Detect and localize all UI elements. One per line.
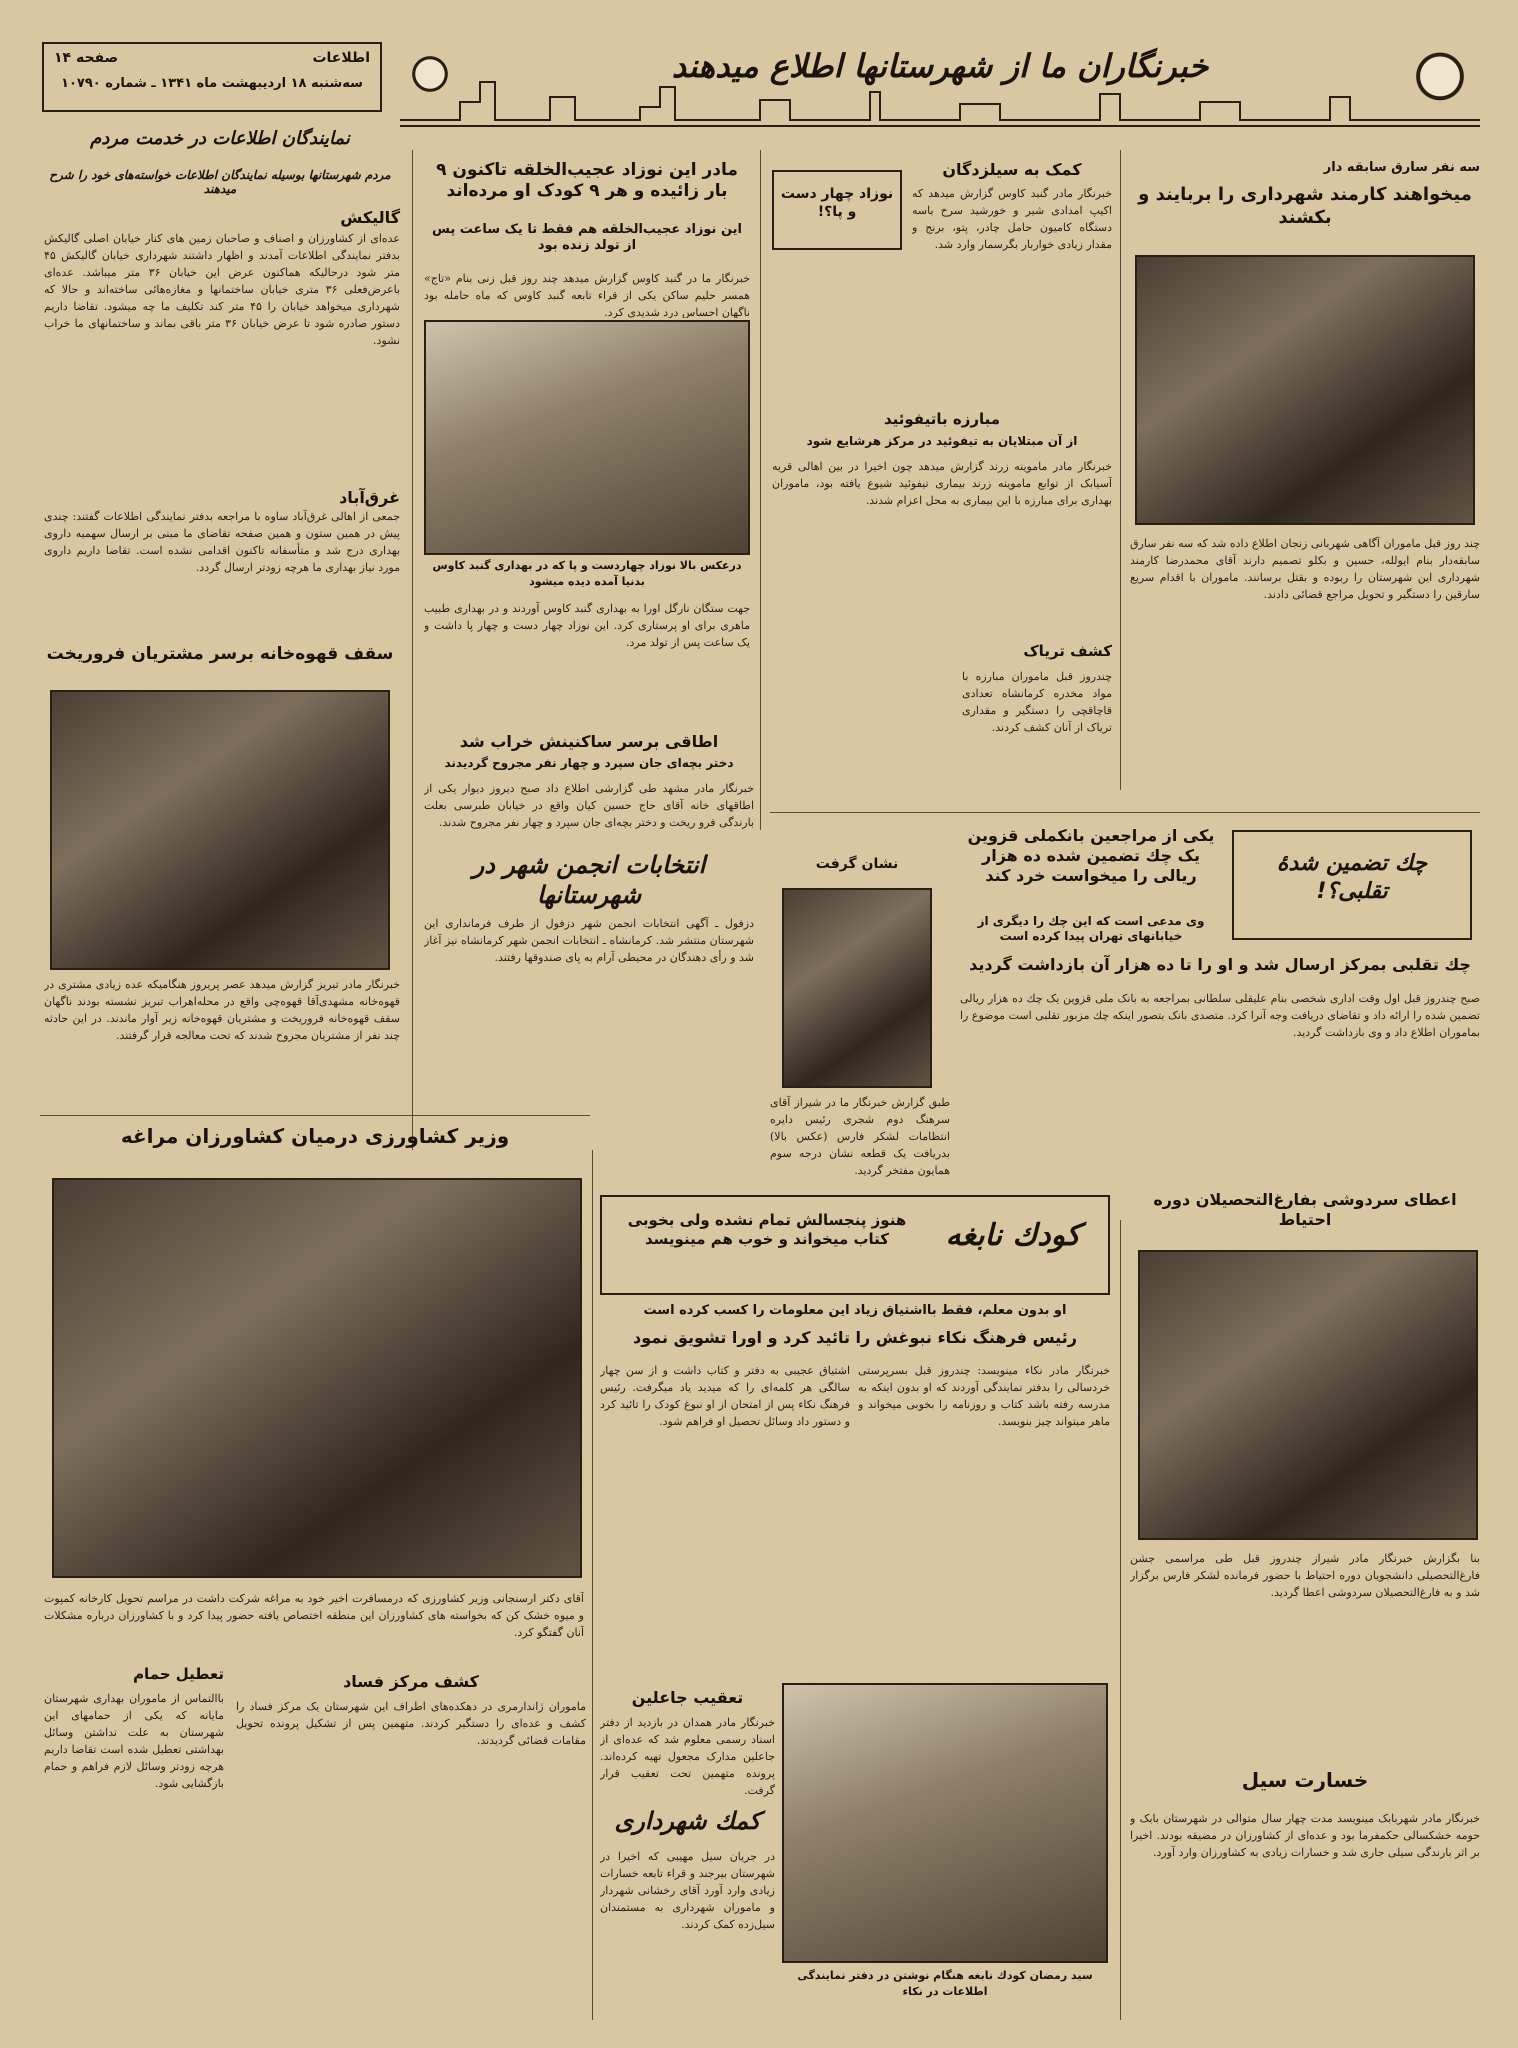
jail-body: خبرنگار مادر همدان در بازدید از دفتر اسناد رسمی معلوم شد که عده‌ای از جاعلین مدارک مجعول تهیه کرده‌اند. پرونده متهمین تحت تعقیب قرار گرفت. <box>600 1716 775 1797</box>
typhoid-title: مبارزه باتیفوئید <box>883 410 1001 428</box>
reporter-logo-left <box>400 46 460 116</box>
genius-body-right: خبرنگار مادر نکاء مینویسد: چندروز قبل بسرپرستی خردسالی را بدفتر نمایندگی آوردند که او بدون اینکه به مدرسه رفته باشد کتاب و روزنامه را بخوبی میخواند و ماهر میتواند چیز بنویسد. <box>858 1364 1110 1428</box>
galiks-body: عده‌ای از کشاورزان و اصناف و صاحبان زمین های کنار خیابان اصلی گالیکش بدفتر نمایندگی اطلاعات آمدند و اظهار داشتند شهرداری خیابان گالیکش ۴۵ متر شود درحالیکه هماکنون عرض این خیابان ۳۶ متر میباشد. عده‌ای باعرض‌فعلی ۳۶ متری خیابان ساختمانها و مغازه‌هائی ساخته‌اند و حالا که شهرداری میخواهد خیابان را ۴۵ متر کند تکلیف ما چه میشود. تقاضا داریم دستور صادره شود تا عرض خیابان ۳۶ متر باقی بماند و ساختمانهای ما خراب نشود. <box>44 232 400 347</box>
officer-photo <box>782 888 932 1088</box>
baby-photo <box>424 320 750 555</box>
reporter-logo <box>1400 42 1480 128</box>
col1-subheader: مردم شهرستانها بوسیله نمایندگان اطلاعات خواسته‌های خود را شرح میدهند <box>49 168 391 196</box>
genius-kicker: او بدون معلم، فقط بااشتیاق زیاد این معلومات را کسب کرده است <box>643 1303 1067 1318</box>
room-body: خبرنگار مادر مشهد طی گزارشی اطلاع داد صبح دیروز دیوار یکی از اطاقهای خانه آقای حاج حسین کیان واقع در خیابان طبرسی بعلت بارندگی فرو ریخت و دختر بچه‌ای جان سپرد و چهار نفر مجروح شدند. <box>424 782 754 829</box>
flood-title: خسارت سیل <box>1241 1768 1369 1792</box>
kid-headline: میخواهند کارمند شهرداری را بربایند و بکشند <box>1138 184 1472 228</box>
gharg-body: جمعی از اهالی غرق‌آباد ساوه با مراجعه بدفتر نمایندگی اطلاعات گفتند: چندی پیش در همین ستون و همین صفحه تقاضای ما مبنی بر ارسال سهمیه داروی بهداری درج شد و متأسفانه تاکنون اقدامی نشده است. تقاضا داریم داروی مورد نیاز بهداری ما هرچه زودتر ارسال گردد. <box>44 510 400 574</box>
issue-box <box>42 42 382 112</box>
opium-title: کشف تریاک <box>1023 642 1112 660</box>
cafe-photo <box>50 690 390 970</box>
minister-body: آقای دکتر ارسنجانی وزیر کشاورزی که درمسافرت اخیر خود به مراغه شرکت داشت در مراسم تحویل کارخانه کمپوت و میوه خشک کن که بخواسته های کشاورزان این منطقه اختصاص یافته حضور پیدا کرد و با کشاورزان درباره مشکلات آنان گفتگو کرد. <box>44 1592 584 1639</box>
genius-body-left: اشتیاق عجیبی به دفتر و کتاب داشت و از سن چهار سالگی هر کلمه‌ای را که میدید یاد میگرفت. رئیس فرهنگ نکاء پس از امتحان از او نبوغ کودک را تائید کرد و دستور داد وسائل تحصیل او فراهم شود. <box>600 1364 850 1428</box>
baby-sub: این نوزاد عجیب‌الخلقه هم فقط تا یک ساعت پس از تولد زنده بود <box>432 222 742 254</box>
cafe-body: خبرنگار مادر تبریز گزارش میدهد عصر پریروز هنگامیکه عده زیادی مشتری در قهوه‌خانه مشهدی‌آقا قهوه‌چی واقع در محله‌اهراب تبریز نشسته بودند ناگهان سقف قهوه‌خانه فروریخت و مشتریان قهوه‌خانه زیر آوار ماندند. در این حادثه چند نفر از مشتریان مجروح شدند که تحت معالجه قرار گرفتند. <box>44 978 400 1042</box>
flood-body: خبرنگار مادر شهربابک مینویسد مدت چهار سال متوالی در شهرستان بابک و حومه خشکسالی حکمفرما بود و عده‌ای از کشاورزان در مضیقه بودند. اخیرا بر اثر بارندگی سیلی جاری شد و خسارات زیادی به کشاورزان وارد آورد. <box>1130 1812 1480 1859</box>
typhoid-body: خبرنگار مادر ماموینه زرند گزارش میدهد چون اخیرا در بین اهالی قریه آسیابک از توابع ماموینه زرند بیماری تیفوئید شیوع یافته بود، ماموران بهداری برای مبارزه با این بیماری به محل اعزام شدند. <box>772 460 1112 507</box>
galiks-title: گالیکش <box>340 208 400 227</box>
gharg-title: غرق‌آباد <box>339 488 400 507</box>
genius-box <box>600 1195 1110 1295</box>
cheque-headline: یکی از مراجعین بانکملی قزوین یک چك تضمین شده ده هزار ریالی را میخواست خرد کند <box>967 826 1215 885</box>
elec-title: انتخابات انجمن شهر در شهرستانها <box>472 851 706 909</box>
hamam-body: باالتماس از ماموران بهداری شهرستان مایانه که یکی از حمامهای این شهرستان به علت نداشتن وسائل بهداشتی تعطیل شده است تقاضا داریم هرچه زودتر وسائل لازم فراهم و حمام بازگشایی شود. <box>44 1692 224 1790</box>
cheque-sub: وی مدعی است که این چك را دیگری از خیابانهای تهران پیدا کرده است <box>977 914 1205 943</box>
medal-title: نشان گرفت <box>815 856 899 872</box>
opium-body: چندروز قبل ماموران مبارزه با مواد مخدره کرمانشاه تعدادی قاچاقچی را دستگیر و مقداری تریاک از آنان کشف کردند. <box>962 670 1112 734</box>
baby-caption: درعکس بالا نوزاد چهاردست و پا که در بهداری گنبد کاوس بدنیا آمده دیده میشود <box>432 559 742 588</box>
fesad-title: کشف مرکز فساد <box>343 1672 479 1691</box>
masthead-banner <box>400 42 1480 132</box>
room-title: اطاقی برسر ساکنینش خراب شد <box>459 732 719 751</box>
elec-body: دزفول ـ آگهی انتخابات انجمن شهر دزفول از طرف فرمانداری این شهرستان منتشر شد. کرمانشاه ـ انتخابات انجمن شهر کرمانشاه نیز آغاز شد و رأی دهندگان در محیطی آرام به پای صندوقها رفتند. <box>424 917 754 964</box>
genius-box-sub: هنوز پنجسالش تمام نشده ولی بخوبی کتاب میخواند و خوب هم مینویسد <box>627 1211 907 1248</box>
aid-body-left <box>772 258 902 388</box>
cheque-box: چك تضمین شدهٔ تقلبی؟! <box>1232 830 1472 940</box>
quad-box: نوزاد چهار دست و پا؟! <box>772 170 902 250</box>
baby-body: خبرنگار ما در گنبد کاوس گزارش میدهد چند روز قبل زنی بنام «تاج» همسر حلیم ساکن یکی از قراء تابعه گنبد کاوس که ماه حامله بود ناگهان احساس درد شدیدی کرد. <box>424 272 750 318</box>
col1-header: نمایندگان اطلاعات در خدمت مردم <box>90 128 350 149</box>
masthead-title: خبرنگاران ما از شهرستانها اطلاع میدهند <box>671 47 1209 85</box>
minister-title: وزیر کشاورزی درمیان کشاورزان مراغه <box>120 1124 510 1148</box>
typhoid-sub: از آن مبتلایان به تیفوئید در مرکز هرشایع شود <box>806 434 1078 448</box>
kid-title: سه نفر سارق سابقه دار <box>1323 160 1480 175</box>
hamam-title: تعطیل حمام <box>133 1665 224 1683</box>
room-sub: دختر بچه‌ای جان سپرد و چهار نفر مجروح گردیدند <box>444 756 734 770</box>
suspects-photo <box>1135 255 1475 525</box>
cheque-sub2: چك تقلبی بمرکز ارسال شد و او را تا ده هزار آن بازداشت گردید <box>969 955 1471 974</box>
aid-title: کمک به سیلزدگان <box>942 160 1082 179</box>
genius-kicker2: رئیس فرهنگ نکاء نبوغش را تائید کرد و اورا تشویق نمود <box>633 1328 1077 1347</box>
baby-title: مادر این نوزاد عجیب‌الخلقه تاکنون ۹ بار زائیده و هر ۹ کودک او مرده‌اند <box>436 160 738 202</box>
muni-body: در جریان سیل مهیبی که اخیرا در شهرستان بیرجند و قراء تابعه خسارات زیادی وارد آورد آقای رخشانی شهردار و ماموران شهرداری به مستمندان سیل‌زده کمک کردند. <box>600 1850 775 1931</box>
genius-caption: سید رمضان کودك نابغه هنگام نوشتن در دفتر نمایندگی اطلاعات در نکاء <box>797 1969 1093 1998</box>
muni-title: کمك شهرداری <box>614 1807 761 1835</box>
genius-photo <box>782 1683 1108 1963</box>
medal-body: طبق گزارش خبرنگار ما در شیراز آقای سرهنگ دوم شجری رئیس دایره انتظامات لشکر فارس (عکس بالا) بدریافت یک قطعه نشان درجه سوم همایون مفتخر گردید. <box>770 1096 950 1177</box>
aid-body: خبرنگار مادر گنبد کاوس گزارش میدهد که اکیپ امدادی شیر و خورشید سرخ باسه دستگاه کامیون حامل چادر، پتو، برنج و مقدار زیادی خواربار بگرسمار وارد شد. <box>912 187 1112 251</box>
minister-photo <box>52 1178 582 1578</box>
page-number: صفحه ۱۴ <box>54 50 119 66</box>
grad-title: اعطای سردوشی بفارغ‌التحصیلان دوره احتیاط <box>1153 1190 1457 1229</box>
jail-title: تعقیب جاعلین <box>631 1688 744 1707</box>
grad-photo <box>1138 1250 1478 1540</box>
baby-body2: جهت ستگان نارگل اورا به بهداری گنبد کاوس آوردند و در بهداری طبیب ماهری برای او پرستاری کرد. این نوزاد چهار دست و چهار پا داشت و یک ساعت پس از تولد مرد. <box>424 602 750 649</box>
fesad-body: ماموران ژاندارمری در دهکده‌های اطراف این شهرستان یک مرکز فساد را کشف و عده‌ای را دستگیر کردند. متهمین پس از تشکیل پرونده تحویل مقامات قضائی گردیدند. <box>236 1700 586 1747</box>
cafe-title: سقف قهوه‌خانه برسر مشتریان فروریخت <box>46 644 394 664</box>
kid-body: چند روز قبل ماموران آگاهی شهربانی زنجان اطلاع داده شد که سه نفر سارق سابقه‌دار بنام ایولله، حسین و بکلو تصمیم دارند آقای محمدرضا کارمند شهرداری این شهرستان را ربوده و بقتل برسانند. ماموران با اقدام سریع سارقین را دستگیر و تحویل مراجع قضائی دادند. <box>1130 537 1480 601</box>
paper-name: اطلاعات <box>312 50 370 66</box>
grad-body: بنا بگزارش خبرنگار مادر شیراز چندروز قبل طی مراسمی جشن فارغ‌التحصیلی دانشجویان دوره احتیاط با حضور فرمانده لشکر فارس برگزار شد و به فارغ‌التحصیلان سردوشی اعطا گردید. <box>1130 1552 1480 1599</box>
cheque-body: صبح چندروز قبل اول وقت اداری شخصی بنام علیقلی سلطانی بمراجعه به بانک ملی قزوین یک چك ده هزار ریالی تضمین شده را ارائه داد و تقاضای دریافت وجه آنرا کرد. متصدی بانک بتصور اینکه چك مزبور تقلبی است موضوع را بماموران اطلاع داد و وی بازداشت گردید. <box>960 992 1480 1039</box>
genius-box-title: کودك نابغه <box>945 1218 1081 1253</box>
issue-line: سه‌شنبه ۱۸ اردیبهشت ماه ۱۳۴۱ ـ شماره ۱۰۷۹۰ <box>61 76 363 91</box>
